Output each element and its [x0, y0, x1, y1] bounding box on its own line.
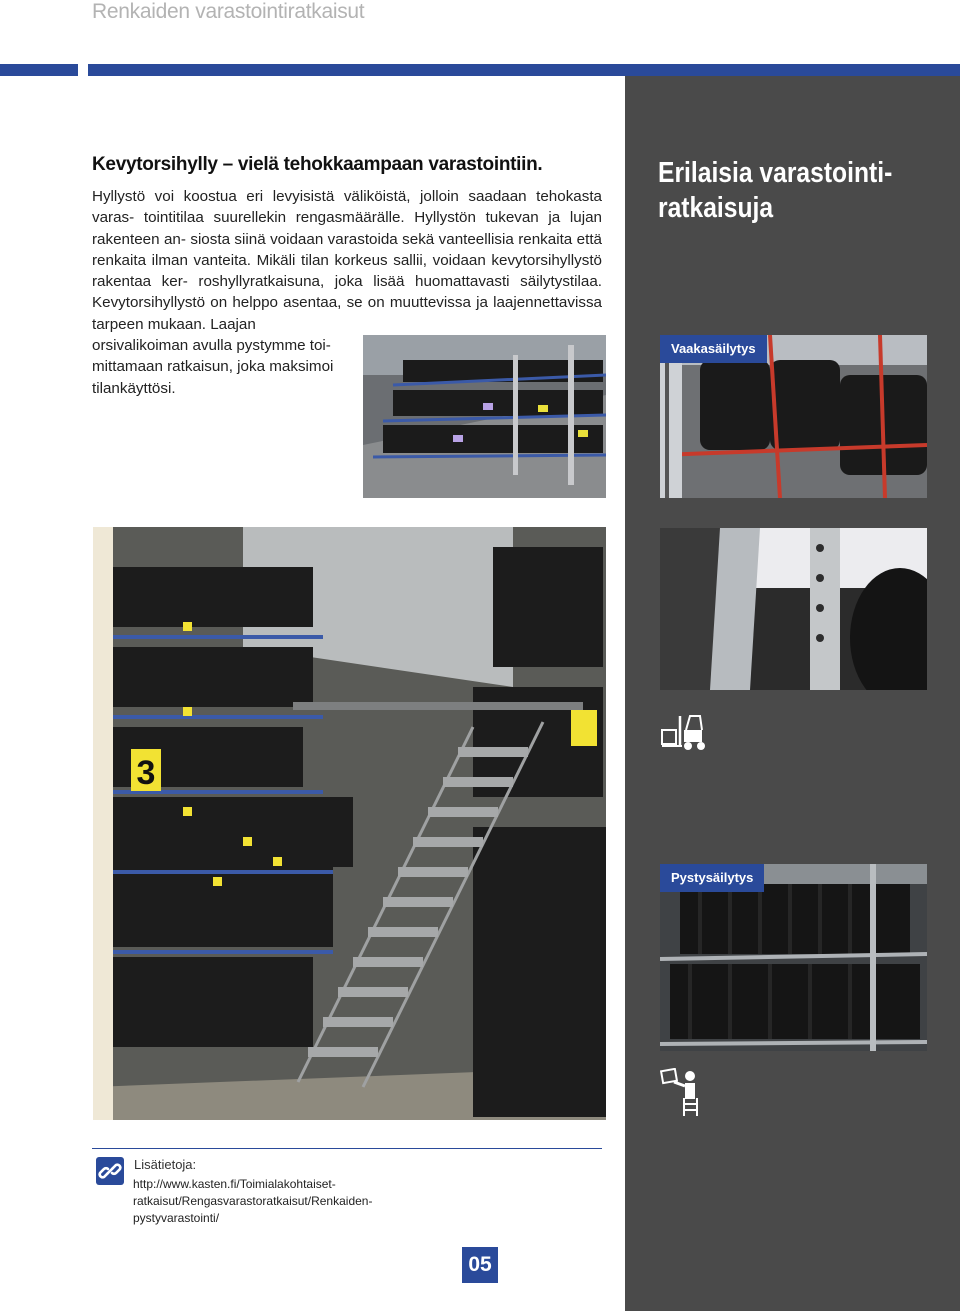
more-info-divider [92, 1148, 602, 1149]
top-accent-bar-left [0, 64, 78, 76]
more-info-url-line1[interactable]: http://www.kasten.fi/Toimialakohtaiset-ratkaisut/Rengasvarastoratkaisut/Renkaiden- [133, 1177, 373, 1208]
body-line: Hyllystö voi koostua eri levyisistä väliköistä, jolloin saadaan tehokasta varas- [92, 188, 602, 227]
mezzanine-staircase-photo [93, 527, 606, 1120]
body-line: roshyllyratkaisuna, joka lisää huomattavasti säilytystilaa. Kevytorsihyllystö on [92, 273, 602, 312]
sidebar-title-line1: Erilaisia varastointi- [658, 157, 893, 189]
warehouse-shelves-photo [363, 335, 606, 498]
body-line: tilankäyttösi. [92, 379, 176, 397]
forklift-icon [660, 712, 710, 752]
more-info-link[interactable] [133, 1176, 553, 1227]
body-line: helppo asentaa, se on muuttevissa ja laajennettavissa tarpeen mukaan. Laajan [92, 294, 602, 333]
body-line: tointitilaa suurellekin rengasmäärälle. Hyllystön tukevan ja lujan rakenteen an- [92, 209, 602, 248]
body-line: siosta siinä voidaan varastoida sekä vanteellisia renkaita että renkaita ilman [92, 230, 602, 269]
page-number: 05 [462, 1247, 498, 1283]
link-icon [96, 1157, 124, 1185]
more-info-url-line2[interactable]: pystyvarastointi/ [133, 1211, 220, 1225]
header-title: Renkaiden varastointiratkaisut [92, 0, 365, 23]
aisle-sign-number: 3 [136, 754, 156, 792]
vertical-storage-badge: Pystysäilytys [660, 864, 764, 892]
top-accent-bar [88, 64, 960, 76]
more-info-label: Lisätietoja: [134, 1157, 197, 1172]
worker-ladder-icon [660, 1068, 700, 1118]
sidebar-title-line2: ratkaisuja [658, 192, 774, 224]
sidebar-panel [625, 76, 960, 1311]
article-heading: Kevytorsihylly – vielä tehokkaampaan varastointiin. [92, 154, 543, 175]
tire-closeup-photo [660, 528, 927, 690]
body-line: orsivalikoiman avulla pystymme toi- [92, 337, 331, 355]
sidebar-title [658, 156, 905, 226]
horizontal-storage-badge: Vaakasäilytys [660, 335, 767, 363]
body-line: vanteita. Mikäli tilan korkeus sallii, voidaan kevytorsihyllystö rakentaa ker- [92, 251, 602, 291]
vertical-storage-photo [660, 864, 927, 1051]
body-line: mittamaan ratkaisun, joka maksimoi [92, 358, 334, 376]
